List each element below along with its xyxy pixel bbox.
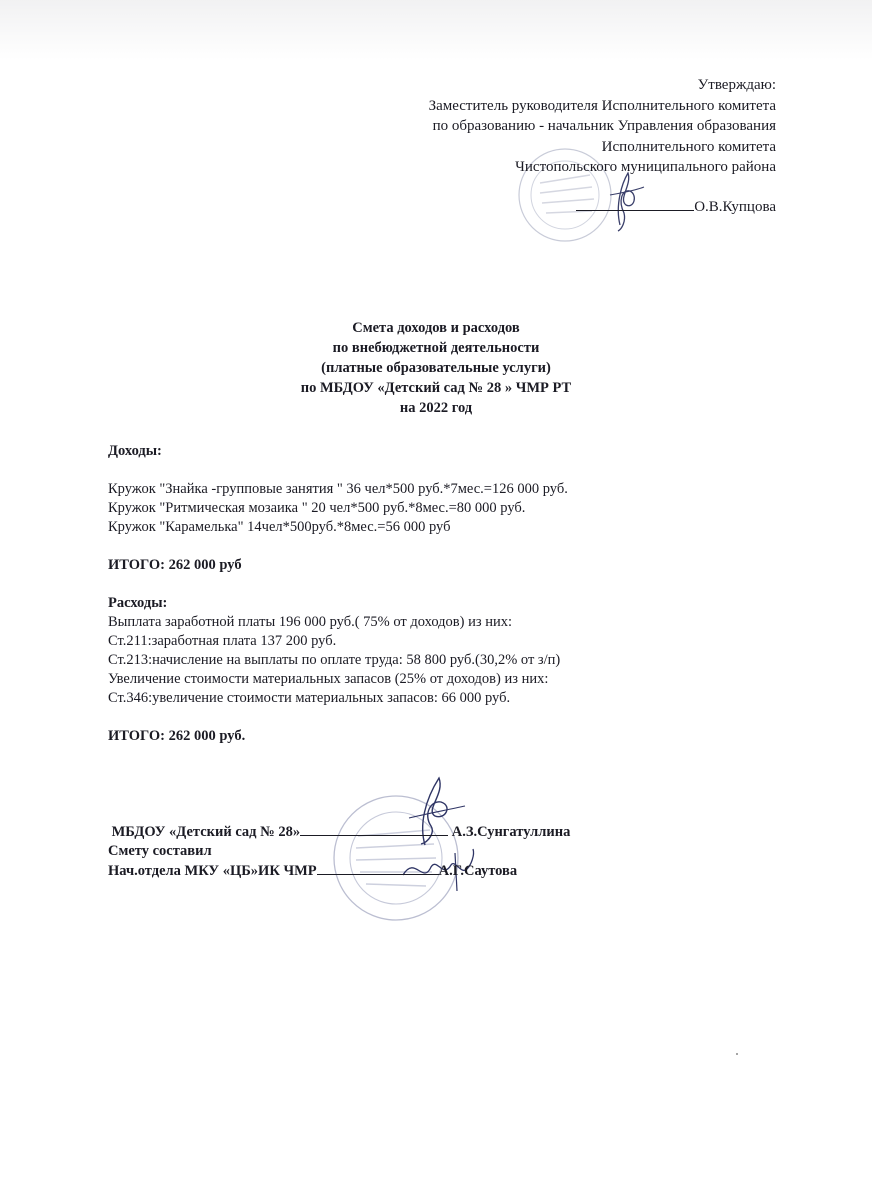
scan-speck	[736, 1053, 738, 1055]
income-item: Кружок "Ритмическая мозаика " 20 чел*500 руб.*8мес.=80 000 руб.	[108, 500, 526, 516]
director-sign-line	[300, 822, 448, 836]
income-total: ИТОГО: 262 000 руб	[108, 557, 242, 573]
director-row	[108, 822, 708, 842]
approval-signer: О.В.Купцова	[694, 198, 776, 215]
approval-line-2: по образованию - начальник Управления образования	[432, 118, 776, 134]
director-name: А.З.Сунгатуллина	[451, 824, 571, 840]
approval-line-3: Исполнительного комитета	[601, 138, 776, 155]
expense-item: Ст.211:заработная плата 137 200 руб.	[108, 633, 337, 649]
approval-line-4: Чистопольского муниципального района	[515, 159, 776, 175]
compiler-row	[108, 861, 708, 881]
approval-line-1: Заместитель руководителя Исполнительного комитета	[428, 97, 776, 114]
signature-block	[108, 822, 708, 881]
compiler-sign-line	[317, 861, 439, 875]
title-line-5: на 2022 год	[399, 400, 473, 416]
approval-heading: Утверждаю:	[697, 77, 776, 93]
approval-block	[296, 75, 776, 217]
title-line-1: Смета доходов и расходов	[352, 320, 520, 336]
expense-item: Ст.346:увеличение стоимости материальных запасов: 66 000 руб.	[108, 690, 511, 706]
title-line-2: по внебюджетной деятельности	[332, 340, 540, 356]
compiler-name: А.Г.Саутова	[438, 863, 518, 879]
approval-signature-line	[296, 196, 776, 218]
org-name: МБДОУ «Детский сад № 28»	[111, 824, 301, 840]
income-heading: Доходы:	[108, 443, 162, 459]
compiled-label: Смету составил	[108, 843, 212, 859]
title-line-3: (платные образовательные услуги)	[321, 360, 551, 376]
income-item: Кружок "Карамелька" 14чел*500руб.*8мес.=56 000 руб	[108, 519, 451, 535]
expense-item: Увеличение стоимости материальных запасов (25% от доходов) из них:	[108, 671, 549, 687]
expenses-total: ИТОГО: 262 000 руб.	[108, 728, 246, 744]
income-item: Кружок "Знайка -групповые занятия " 36 чел*500 руб.*7мес.=126 000 руб.	[108, 481, 568, 497]
expenses-heading: Расходы:	[108, 595, 168, 611]
document-title	[0, 318, 872, 418]
expense-item: Выплата заработной платы 196 000 руб.( 75% от доходов) из них:	[108, 614, 513, 630]
document-body	[108, 442, 808, 746]
title-line-4: по МБДОУ «Детский сад № 28 » ЧМР РТ	[300, 380, 572, 396]
expense-item: Ст.213:начисление на выплаты по оплате труда: 58 800 руб.(30,2% от з/п)	[108, 652, 561, 668]
signature-underline	[576, 196, 694, 211]
scan-shadow	[0, 0, 872, 60]
compiler-dept: Нач.отдела МКУ «ЦБ»ИК ЧМР	[108, 863, 317, 879]
